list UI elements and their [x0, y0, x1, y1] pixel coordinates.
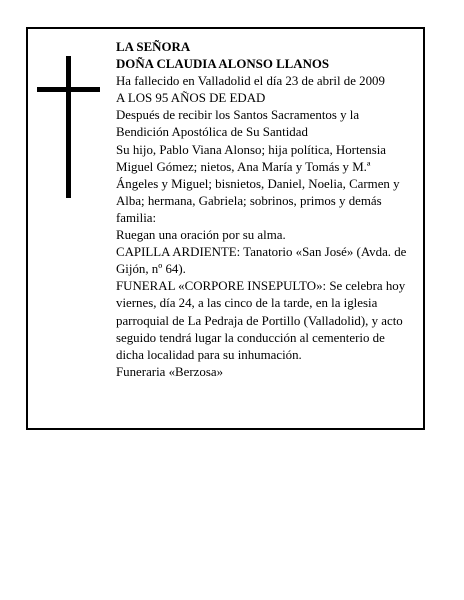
family-line: Su hijo, Pablo Viana Alonso; hija política, Hortensia: [116, 142, 387, 157]
funeral-paragraph: [116, 278, 424, 363]
funeral-line: parroquial de La Pedraja de Portillo (Valladolid), y acto: [116, 313, 403, 328]
family-line: Alba; hermana, Gabriela; sobrinos, primos y demás: [116, 193, 382, 208]
chapel-paragraph: [116, 244, 424, 278]
chapel-line: CAPILLA ARDIENTE: Tanatorio «San José» (Avda. de: [116, 245, 407, 260]
family-line: Miguel Gómez; nietos, Ana María y Tomás y M.ª: [116, 159, 371, 174]
age-info: A LOS 95 AÑOS DE EDAD: [116, 91, 266, 106]
sacraments-line: Después de recibir los Santos Sacramentos y la: [116, 108, 360, 123]
prayer-request: Ruegan una oración por su alma.: [116, 228, 286, 243]
deceased-name: DOÑA CLAUDIA ALONSO LLANOS: [116, 57, 330, 72]
chapel-line: Gijón, nº 64).: [116, 262, 186, 277]
death-info: Ha fallecido en Valladolid el día 23 de abril de 2009: [116, 74, 385, 89]
funeral-line: FUNERAL «CORPORE INSEPULTO»: Se celebra hoy: [116, 279, 406, 294]
cross-icon-bar: [37, 87, 100, 92]
sacraments-line: Bendición Apostólica de Su Santidad: [116, 125, 308, 140]
funeral-line: viernes, día 24, a las cinco de la tarde, en la iglesia: [116, 296, 378, 311]
sacraments-paragraph: [116, 107, 424, 141]
funeral-line: dicha localidad para su inhumación.: [116, 347, 302, 362]
obituary-text: [116, 39, 424, 381]
funeral-home: Funeraria «Berzosa»: [116, 364, 224, 379]
family-line: Ángeles y Miguel; bisnietos, Daniel, Noelia, Carmen y: [116, 176, 400, 191]
funeral-line: seguido tendrá lugar la conducción al cementerio de: [116, 330, 385, 345]
obituary-notice: [26, 27, 425, 430]
family-paragraph: [116, 142, 424, 227]
title-line: LA SEÑORA: [116, 40, 191, 54]
cross-icon: [66, 56, 71, 198]
family-line: familia:: [116, 210, 157, 225]
